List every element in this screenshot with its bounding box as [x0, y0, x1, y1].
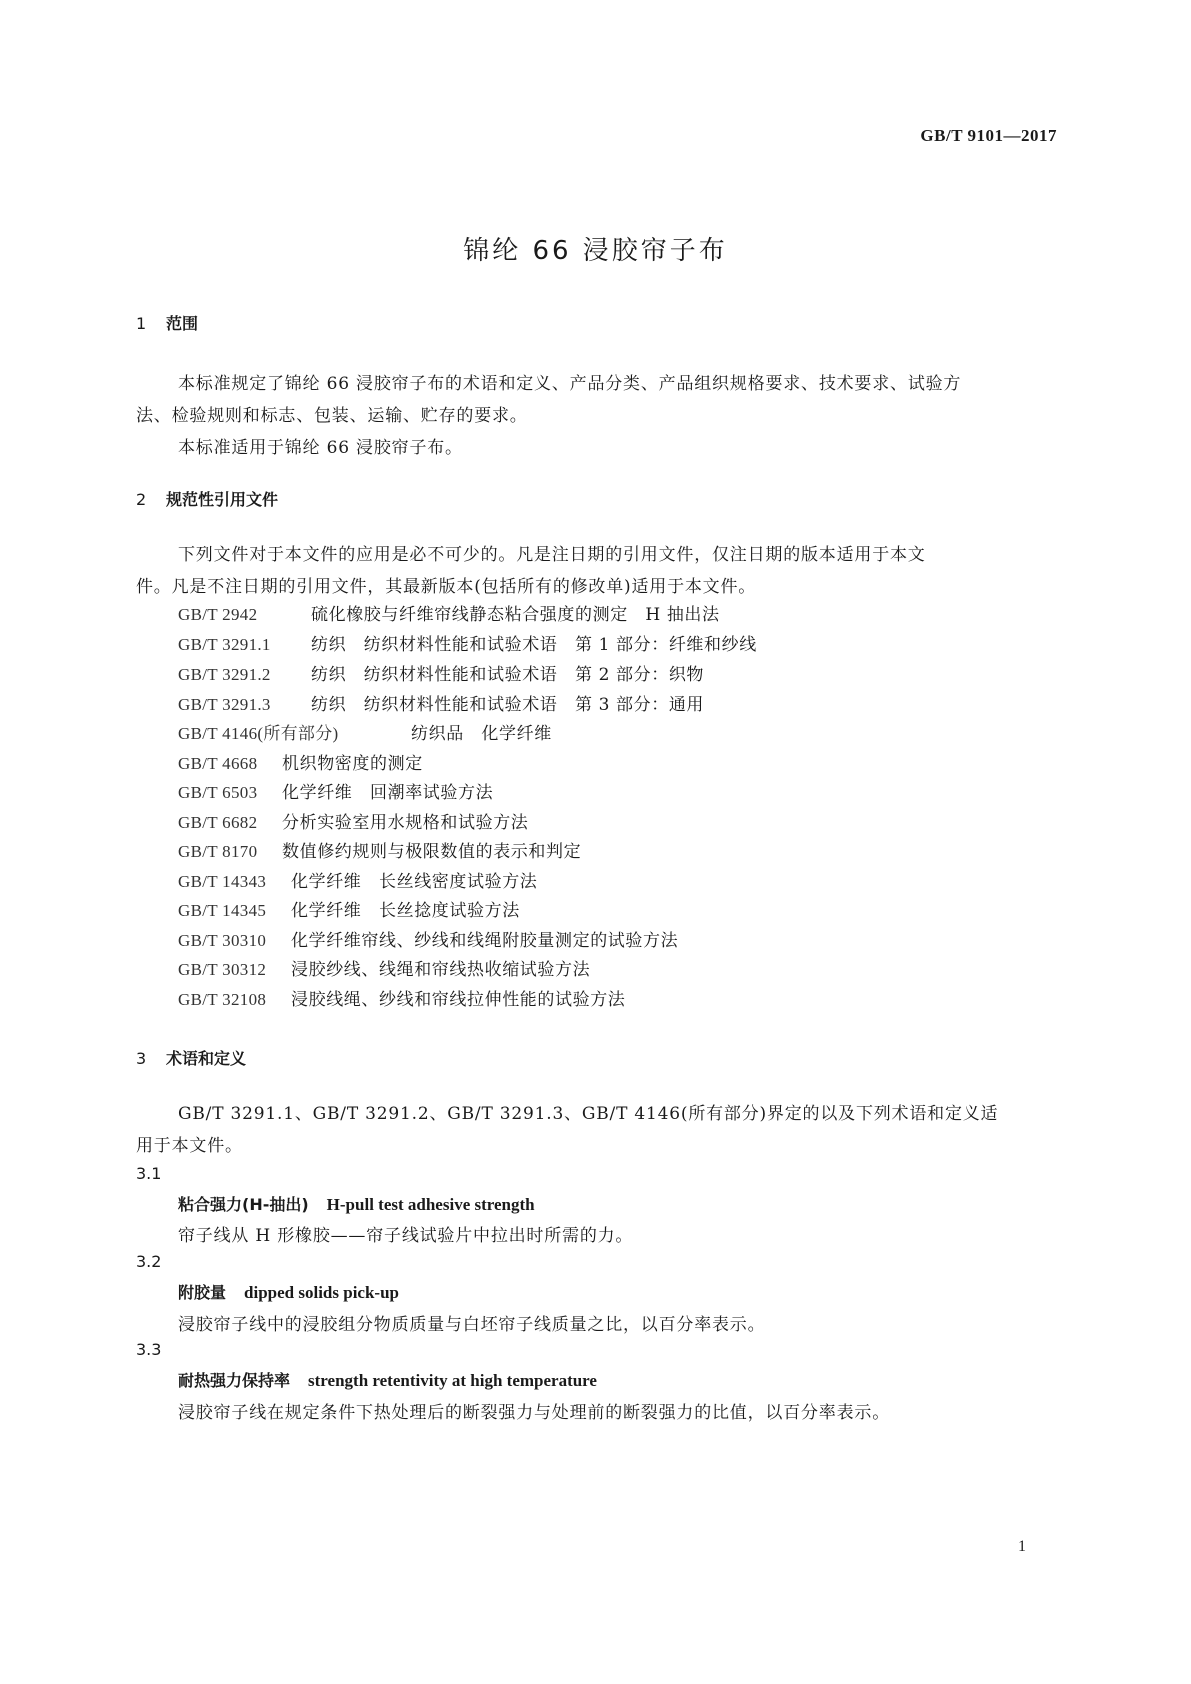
term-definition: 帘子线从 H 形橡胶——帘子线试验片中拉出时所需的力。: [178, 1226, 634, 1246]
section-3-intro: [136, 1098, 1054, 1162]
section-number: 2: [136, 490, 147, 509]
reference-title: 浸胶线绳、纱线和帘线拉伸性能的试验方法: [291, 990, 626, 1010]
reference-item: [178, 955, 590, 980]
reference-item: [178, 867, 537, 892]
term-entry: [178, 1280, 399, 1303]
reference-code: GB/T 3291.2: [178, 665, 271, 684]
reference-item: [178, 896, 520, 921]
reference-title: 纺织 纺织材料性能和试验术语 第 3 部分：通用: [311, 695, 705, 715]
reference-code: GB/T 3291.1: [178, 635, 271, 654]
clause-number: 3.3: [136, 1340, 162, 1359]
reference-item: [178, 630, 757, 655]
term-entry: [178, 1368, 597, 1391]
section-number: 3: [136, 1049, 147, 1068]
reference-code: GB/T 30312: [178, 960, 267, 979]
reference-item: [178, 690, 704, 715]
reference-title: 化学纤维帘线、纱线和线绳附胶量测定的试验方法: [291, 931, 679, 951]
section-3-heading: [136, 1046, 246, 1069]
term-definition: 浸胶帘子线在规定条件下热处理后的断裂强力与处理前的断裂强力的比值，以百分率表示。: [178, 1403, 890, 1423]
section-title: 范围: [166, 314, 199, 333]
reference-title: 纺织品 化学纤维: [411, 724, 552, 744]
paragraph-line: 用于本文件。: [136, 1136, 243, 1156]
section-1-heading: [136, 311, 198, 334]
reference-code: GB/T 14343: [178, 872, 267, 891]
reference-title: 纺织 纺织材料性能和试验术语 第 1 部分：纤维和纱线: [311, 635, 757, 655]
term-definition: 浸胶帘子线中的浸胶组分物质质量与白坯帘子线质量之比，以百分率表示。: [178, 1315, 766, 1335]
reference-item: [178, 926, 678, 951]
term-entry: [178, 1192, 535, 1215]
paragraph-line: 下列文件对于本文件的应用是必不可少的。凡是注日期的引用文件，仅注日期的版本适用于本文: [178, 545, 926, 565]
reference-title: 化学纤维 长丝捻度试验方法: [291, 901, 520, 921]
reference-code: GB/T 4146(所有部分): [178, 724, 339, 743]
reference-title: 化学纤维 长丝线密度试验方法: [291, 872, 538, 892]
reference-code: GB/T 8170: [178, 842, 258, 861]
reference-code: GB/T 2942: [178, 605, 258, 624]
reference-title: 浸胶纱线、线绳和帘线热收缩试验方法: [291, 960, 591, 980]
reference-item: [178, 600, 720, 625]
section-title: 规范性引用文件: [166, 490, 279, 509]
reference-item: [178, 837, 581, 862]
reference-code: GB/T 4668: [178, 754, 258, 773]
reference-item: [178, 660, 704, 685]
reference-title: 机织物密度的测定: [282, 754, 423, 774]
reference-item: [178, 719, 552, 744]
paragraph-line: 本标准规定了锦纶 66 浸胶帘子布的术语和定义、产品分类、产品组织规格要求、技术要求、试验方: [178, 374, 962, 394]
section-2-heading: [136, 487, 278, 510]
section-number: 1: [136, 314, 147, 333]
reference-title: 数值修约规则与极限数值的表示和判定: [282, 842, 582, 862]
reference-title: 硫化橡胶与纤维帘线静态粘合强度的测定 H 抽出法: [311, 605, 720, 625]
reference-code: GB/T 3291.3: [178, 695, 271, 714]
reference-code: GB/T 30310: [178, 931, 267, 950]
reference-title: 分析实验室用水规格和试验方法: [282, 813, 529, 833]
paragraph-line: 法、检验规则和标志、包装、运输、贮存的要求。: [136, 406, 528, 426]
term-zh: 附胶量: [178, 1283, 227, 1302]
section-1-paragraph: [136, 368, 1054, 464]
section-2-intro: [136, 539, 1054, 603]
section-title: 术语和定义: [166, 1049, 247, 1068]
reference-code: GB/T 6682: [178, 813, 258, 832]
document-title: 锦纶 66 浸胶帘子布: [463, 236, 728, 266]
reference-code: GB/T 6503: [178, 783, 258, 802]
standard-code: GB/T 9101—2017: [920, 126, 1057, 145]
term-zh: 耐热强力保持率: [178, 1371, 291, 1390]
clause-number: 3.1: [136, 1164, 162, 1183]
term-en: strength retentivity at high temperature: [308, 1371, 597, 1390]
reference-item: [178, 985, 625, 1010]
term-en: dipped solids pick-up: [244, 1283, 399, 1302]
paragraph-line: 本标准适用于锦纶 66 浸胶帘子布。: [178, 438, 463, 458]
reference-code: GB/T 32108: [178, 990, 267, 1009]
clause-number: 3.2: [136, 1252, 162, 1271]
reference-item: [178, 749, 423, 774]
paragraph-line: GB/T 3291.1、GB/T 3291.2、GB/T 3291.3、GB/T 4146(所有部分)界定的以及下列术语和定义适: [178, 1104, 999, 1124]
reference-code: GB/T 14345: [178, 901, 267, 920]
term-en: H-pull test adhesive strength: [326, 1195, 535, 1214]
term-zh: 粘合强力(H-抽出): [178, 1195, 309, 1214]
reference-item: [178, 778, 493, 803]
paragraph-line: 件。凡是不注日期的引用文件，其最新版本(包括所有的修改单)适用于本文件。: [136, 577, 757, 597]
reference-title: 纺织 纺织材料性能和试验术语 第 2 部分：织物: [311, 665, 705, 685]
reference-item: [178, 808, 528, 833]
reference-title: 化学纤维 回潮率试验方法: [282, 783, 494, 803]
page-number: 1: [1018, 1538, 1026, 1555]
